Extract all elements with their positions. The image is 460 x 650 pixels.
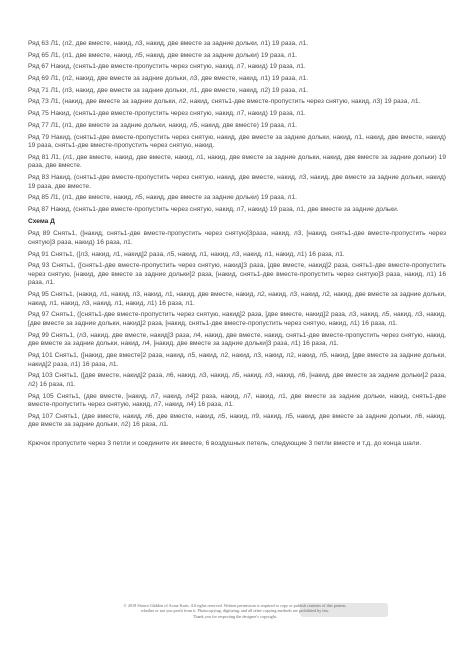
- pattern-row: Ряд 81 Л1, (л1, две вместе, накид, две вместе, накид, л1, накид, две вместе за задние дольки, накид, две вместе за задние дольки) 19 раза, две вместе.: [28, 153, 446, 170]
- pattern-row: Ряд 83 Накид, (снять1-две вместе-пропустить через снятую, накид, две вместе, накид, л3, накид, две вместе за задние дольки, накид) 19 раза, две вместе.: [28, 174, 446, 190]
- pattern-row: Ряд 99 Снять1, (л3, накид, две вместе, накид]3 раза, л4, накид, две вместе, накид, снять1-две вместе-пропустить через снятую, накид, две вместе за задние дольки, накид, л4, [накид, две вместе за задние дольки]3 раза, л1) 16 раза, л1.: [28, 331, 446, 348]
- rows-group-top: [28, 40, 446, 215]
- pattern-row: Ряд 63 Л1, (л2, две вместе, накид, л3, накид, две вместе за задние дольки, л1) 19 раза, л1.: [28, 40, 309, 47]
- pattern-row: Ряд 89 Снять1, ([накид, снять1-две вместе-пропустить через снятую]3раза, накид, л3, [накид, снять1-две вместе-пропустить через снятую]3 раза, накид) 16 раза, л1.: [28, 230, 446, 246]
- pattern-row: Ряд 93 Снять1, ([снять1-две вместе-пропустить через снятую, накид]3 раза, [две вместе, накид]2 раза, снять1-две вместе-пропустить через снятую, [накид, две вместе за задние дольки]2 раза, [накид, снять1-две вместе-пропустить через снятую]3 раза, накид, л1) 16 раза, л1.: [28, 262, 446, 287]
- pattern-row: Ряд 85 Л1, (л1, две вместе, накид, л5, накид, две вместе за задние дольки) 19 раза, л1.: [28, 194, 297, 202]
- pattern-row: Ряд 65 Л1, (л1, две вместе, накид, л5, накид, две вместе за задние дольки) 19 раза, л1.: [28, 51, 297, 59]
- pattern-row: Ряд 87 Накид, (снять1-две вместе-пропустить через снятую, накид, л7, накид) 19 раза, л1, две вместе за задние дольки.: [28, 206, 399, 214]
- pattern-text: [28, 40, 446, 449]
- pattern-row: Ряд 103 Снять1, ([две вместе, накид]2 раза, л6, накид, л3, накид, л5, накид, л3, накид, л6, [накид, две вместе за задние дольки]2 раза, л2) 16 раза, л1.: [28, 372, 446, 388]
- copyright-footer: [60, 603, 410, 619]
- rows-group-bottom: [28, 230, 446, 430]
- closing-note: Крючок пропустите через 3 петли и соедините их вместе, 6 воздушных петель, следующие 3 петли вместе и т.д. до конца шали.: [28, 440, 422, 448]
- pattern-row: Ряд 101 Снять1, ([накид, две вместе]2 раза, накид, л5, накид, л2, накид, л3, накид, л2, накид, л5, накид, [две вместе за задние дольки, накид]2 раза, л1) 16 раза, л1.: [28, 352, 446, 368]
- pattern-row: Ряд 75 Накид, (снять1-две вместе-пропустить через снятую, накид, л7, накид) 19 раза, л1.: [28, 110, 306, 118]
- pattern-row: Ряд 77 Л1, (л1, две вместе за задние дольки, накид, л5, накид, две вместе) 19 раза, л1.: [28, 121, 297, 129]
- pattern-row: Ряд 79 Накид, (снять1-две вместе-пропустить через снятую, накид, две вместе за задние дольки, накид, л1, накид, две вместе, накид) 19 раза, снять1-две вместе-пропустить через снятую, накид.: [28, 133, 446, 150]
- pattern-row: Ряд 91 Снять1, ([л3, накид, л1, накид]2 раза, л5, накид, л1, накид, л3, накид, л1, накид, л1) 16 раза, л1.: [28, 250, 345, 258]
- pattern-row: Ряд 107 Снять1, (две вместе, накид, л6, две вместе, накид, л5, накид, л9, накид, л5, накид, две вместе за задние дольки, л6, накид, две вместе за задние дольки, л2) 16 раза, л1.: [28, 412, 446, 429]
- section-heading: Схема Д: [28, 217, 55, 225]
- pattern-row: Ряд 95 Снять1, (накид, л1, накид, л3, накид, л1, накид, две вместе, накид, л2, накид, л3, накид, л2, накид, две вместе за задние дольки, накид, л1, накид, л3, накид, л1, накид, л1) 16 раза, л1.: [28, 291, 446, 307]
- pattern-row: Ряд 97 Снять1, ([снять1-две вместе-пропустить через снятую, накид]2 раза, [две вместе, накид]2 раза, л3, накид, л5, накид, л3, накид, [две вместе за задние дольки, накид]2 раза, [накид, снять1-две вместе-пропустить через снятую, накид, л1) 16 раза, л1.: [28, 311, 446, 328]
- pattern-row: Ряд 105 Снять1, (две вместе, [накид, л7, накид, л4]2 раза, накид, л7, накид, л1, две вместе за задние дольки, накид, снять1-две вместе-пропустить через снятую, накид, л7, накид, л4) 16 раза, л1.: [28, 392, 446, 409]
- pattern-row: Ряд 67 Накид, (снять1-две вместе-пропустить через снятую, накид, л7, накид) 19 раза, л1.: [28, 63, 306, 71]
- pattern-row: Ряд 73 Л1, (накид, две вместе за задние дольки, л2, накид, снять1-две вместе-пропустить через снятую, накид, л3) 19 раза, л1.: [28, 98, 421, 106]
- pattern-row: Ряд 71 Л1, (л3, накид, две вместе за задние дольки, л1, две вместе, накид, л2) 19 раза, л1.: [28, 86, 309, 94]
- footer-line: © 2018 Shawn Glidden of Acme Knits. All rights reserved. Written permission is required to copy or publish contents of this pattern,: [123, 603, 347, 608]
- pattern-row: Ряд 69 Л1, (л2, накид, две вместе за задние дольки, л3, две вместе, накид, л1) 19 раза, л1.: [28, 75, 309, 83]
- footer-line: Thank you for respecting the designer's copyright.: [192, 613, 278, 619]
- footer-line: whether or not you profit from it. Photocopying, digitizing, and all other copying methods are prohibited by law.: [140, 608, 330, 614]
